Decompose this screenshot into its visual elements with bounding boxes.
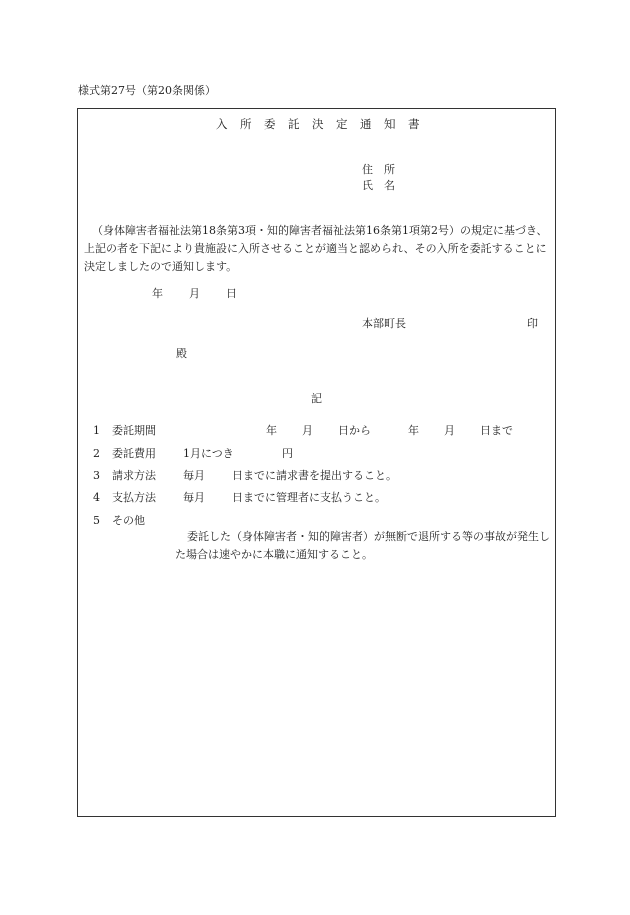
item-label: 請求方法: [112, 469, 156, 482]
item-label: 委託期間: [112, 424, 156, 437]
period-end-year: 年: [408, 424, 419, 437]
period-end-day: 日まで: [480, 424, 513, 437]
item-label: その他: [112, 514, 145, 527]
document-frame: [77, 108, 556, 817]
address-label: 住 所: [362, 163, 395, 176]
document-title: 入所委託決定通知書: [216, 117, 432, 131]
period-end-month: 月: [444, 424, 455, 437]
date-year: 年: [152, 287, 163, 300]
payment-frequency: 毎月: [183, 491, 205, 504]
billing-frequency: 毎月: [183, 469, 205, 482]
body-paragraph: （身体障害者福祉法第18条第3項・知的障害者福祉法第16条第1項第2号）の規定に基づき、上記の者を下記により貴施設に入所させることが適当と認められ、その入所を委託することに決定しましたので通知します。: [84, 224, 548, 273]
item-number: 5: [93, 514, 100, 527]
name-label: 氏 名: [362, 179, 395, 192]
item-label: 委託費用: [112, 447, 156, 460]
period-start-month: 月: [302, 424, 313, 437]
other-note: 委託した（身体障害者・知的障害者）が無断で退所する等の事故が発生した場合は速やかに本職に通知すること。: [175, 530, 550, 561]
item-number: 4: [93, 491, 100, 504]
payment-text: 日までに管理者に支払うこと。: [232, 491, 386, 504]
date-day: 日: [226, 287, 237, 300]
item-number: 3: [93, 469, 100, 482]
seal-mark: 印: [527, 317, 538, 330]
date-month: 月: [189, 287, 200, 300]
issuer-name: 本部町長: [362, 317, 406, 330]
form-label: 様式第27号（第20条関係）: [78, 84, 216, 97]
fee-unit: 円: [282, 447, 293, 460]
period-start-day: 日から: [338, 424, 371, 437]
item-number: 2: [93, 447, 100, 460]
period-start-year: 年: [266, 424, 277, 437]
ki-heading: 記: [311, 392, 322, 405]
item-label: 支払方法: [112, 491, 156, 504]
item-number: 1: [93, 424, 100, 437]
addressee-suffix: 殿: [176, 347, 187, 360]
fee-per-month: 1月につき: [183, 447, 234, 460]
billing-text: 日までに請求書を提出すること。: [232, 469, 397, 482]
